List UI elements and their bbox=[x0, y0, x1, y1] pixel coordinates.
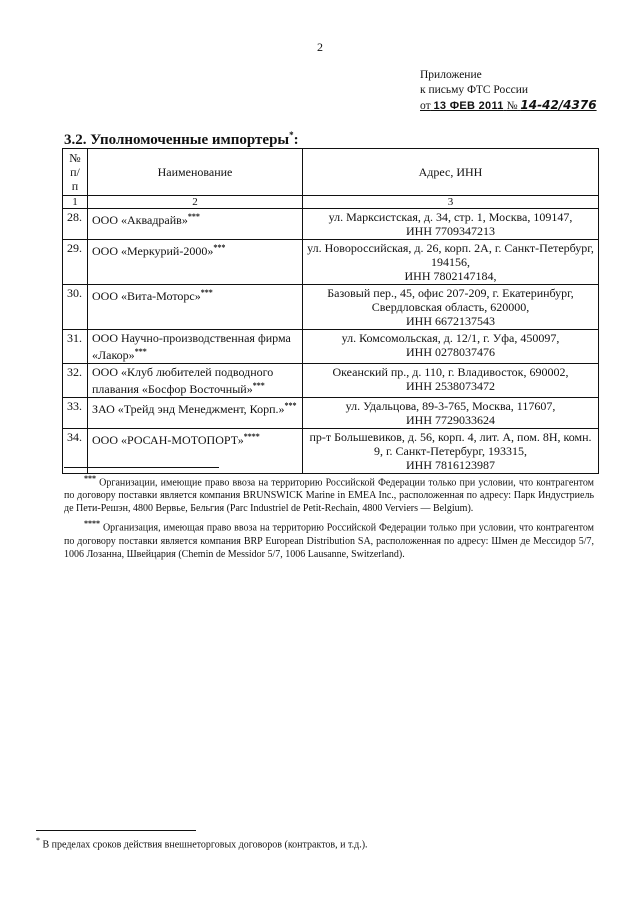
from-prefix: от bbox=[420, 100, 431, 112]
bottom-footnote bbox=[36, 836, 368, 850]
header-num: № п/п bbox=[63, 149, 88, 196]
importer-inn: ИНН 7729033624 bbox=[406, 413, 495, 427]
footnote-mark: *** bbox=[187, 212, 200, 221]
importer-inn: ИНН 6672137543 bbox=[406, 314, 495, 328]
footnotes bbox=[64, 472, 594, 563]
table-row bbox=[63, 330, 599, 364]
section-footnote-mark: * bbox=[289, 130, 294, 140]
table-row bbox=[63, 240, 599, 285]
importer-address: ул. Комсомольская, д. 12/1, г. Уфа, 450097, ИНН 0278037476 bbox=[303, 330, 599, 364]
importer-address: пр-т Большевиков, д. 56, корп. 4, лит. А, пом. 8Н, комн. 9, г. Санкт-Петербург, 193315, ИНН 7816123987 bbox=[303, 429, 599, 474]
section-title-text: Уполномоченные импортеры bbox=[90, 132, 290, 148]
index-cell: 2 bbox=[88, 196, 303, 209]
footnote bbox=[64, 472, 594, 515]
table-index-row bbox=[63, 196, 599, 209]
table-header-row bbox=[63, 149, 599, 196]
row-number: 30. bbox=[63, 285, 88, 330]
footnote-mark: *** bbox=[213, 243, 226, 252]
footnote-mark: * bbox=[36, 836, 40, 845]
footnote-mark: **** bbox=[243, 432, 260, 441]
footnote-text: Организации, имеющие право ввоза на территорию Российской Федерации только при условии, что контрагентом по договору поставки является компания BRUNSWICK Marine in EMEA Inc., расположенная по адресу: Парк Индустриель де Пети-Решэн, 4800 Вервье, Бельгия (Parc Industriel de Petit-Rechain, 4800 Verviers — Belgium). bbox=[64, 477, 594, 515]
importer-address: Океанский пр., д. 110, г. Владивосток, 690002, ИНН 2538073472 bbox=[303, 364, 599, 398]
page-number: 2 bbox=[317, 40, 323, 54]
table-row bbox=[63, 398, 599, 429]
attachment-date-number bbox=[420, 98, 597, 114]
importer-address: ул. Марксистская, д. 34, стр. 1, Москва, 109147, ИНН 7709347213 bbox=[303, 209, 599, 240]
footnote-mark: *** bbox=[200, 288, 213, 297]
table-row bbox=[63, 209, 599, 240]
index-cell: 1 bbox=[63, 196, 88, 209]
attachment-header bbox=[420, 68, 597, 114]
importer-inn: ИНН 7816123987 bbox=[406, 458, 495, 472]
footnote-mark: *** bbox=[252, 381, 265, 390]
section-number: 3.2. bbox=[64, 132, 87, 148]
letter-date: 13 ФЕВ 2011 bbox=[433, 100, 504, 112]
importer-address: Базовый пер., 45, офис 207-209, г. Екатеринбург, Свердловская область, 620000, ИНН 6672137543 bbox=[303, 285, 599, 330]
row-number: 31. bbox=[63, 330, 88, 364]
attachment-reference: к письму ФТС России bbox=[420, 84, 529, 96]
row-number: 34. bbox=[63, 429, 88, 474]
importer-name: ООО «Клуб любителей подводного плавания «Босфор Восточный»*** bbox=[88, 364, 303, 398]
importer-inn: ИНН 7709347213 bbox=[406, 224, 495, 238]
section-colon: : bbox=[293, 132, 299, 148]
footnote-text: В пределах сроков действия внешнеторговых договоров (контрактов, и т.д.). bbox=[42, 839, 368, 851]
importer-address: ул. Новороссийская, д. 26, корп. 2А, г. Санкт-Петербург, 194156, ИНН 7802147184, bbox=[303, 240, 599, 285]
attachment-title: Приложение bbox=[420, 69, 482, 81]
number-prefix: № bbox=[506, 100, 518, 112]
footnote-mark: **** bbox=[84, 519, 100, 529]
importer-inn: ИНН 7802147184, bbox=[404, 269, 497, 283]
letter-number: 14-42/4376 bbox=[520, 98, 597, 112]
footnote-divider bbox=[64, 467, 219, 468]
table-row bbox=[63, 285, 599, 330]
section-title bbox=[64, 130, 299, 149]
table-row bbox=[63, 364, 599, 398]
footnote-mark: *** bbox=[84, 474, 96, 483]
importer-name: ООО «РОСАН-МОТОПОРТ»**** bbox=[88, 429, 303, 474]
importer-name: ЗАО «Трейд энд Менеджмент, Корп.»*** bbox=[88, 398, 303, 429]
bottom-footnote-divider bbox=[36, 830, 196, 831]
importer-address: ул. Удальцова, 89-3-765, Москва, 117607, ИНН 7729033624 bbox=[303, 398, 599, 429]
importer-inn: ИНН 0278037476 bbox=[406, 345, 495, 359]
header-name: Наименование bbox=[88, 149, 303, 196]
row-number: 33. bbox=[63, 398, 88, 429]
footnote-text: Организация, имеющая право ввоза на территорию Российской Федерации только при условии, что контрагентом по договору поставки является компания BRP European Distribution SA, расположенная по адресу: Шмен де Мессидор 5/7, 1006 Лозанна, Швейцария (Chemin de Messidor 5/7, 1006 Lausanne, Switzerland). bbox=[64, 522, 594, 560]
footnote bbox=[64, 517, 594, 560]
index-cell: 3 bbox=[303, 196, 599, 209]
importer-name: ООО «Аквадрайв»*** bbox=[88, 209, 303, 240]
importer-name: ООО Научно-производственная фирма «Лакор»*** bbox=[88, 330, 303, 364]
importer-name: ООО «Вита-Моторс»*** bbox=[88, 285, 303, 330]
footnote-mark: *** bbox=[284, 401, 297, 410]
importer-inn: ИНН 2538073472 bbox=[406, 379, 495, 393]
row-number: 32. bbox=[63, 364, 88, 398]
row-number: 29. bbox=[63, 240, 88, 285]
importers-table bbox=[62, 148, 599, 474]
row-number: 28. bbox=[63, 209, 88, 240]
footnote-mark: *** bbox=[134, 347, 147, 356]
importer-name: ООО «Меркурий-2000»*** bbox=[88, 240, 303, 285]
header-address: Адрес, ИНН bbox=[303, 149, 599, 196]
